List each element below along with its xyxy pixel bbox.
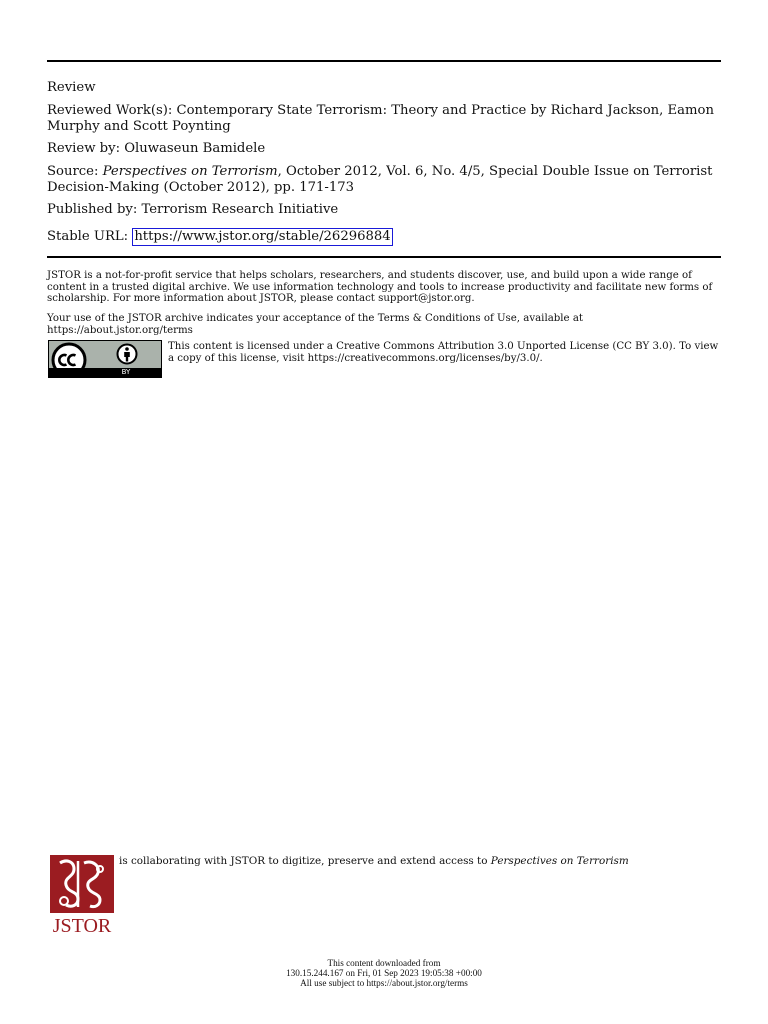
source-details: , October 2012, Vol. 6, No. 4/5, Special Double Issue on Terrorist Decision-Making (October 2012), pp. 171-173 xyxy=(47,164,713,195)
jstor-wordmark: JSTOR xyxy=(52,915,112,937)
review-type: Review xyxy=(47,80,96,95)
source xyxy=(47,164,721,196)
middle-rule xyxy=(47,256,721,258)
stable-url-label: Stable URL: xyxy=(47,229,129,244)
terms-notice: Your use of the JSTOR archive indicates your acceptance of the Terms & Conditions of Use, available at https://about.jstor.org/terms xyxy=(47,313,583,336)
by-label: BY xyxy=(121,368,131,376)
top-rule xyxy=(47,60,721,62)
collaboration-statement xyxy=(119,856,639,868)
reviewed-work-label: Reviewed Work(s): xyxy=(47,103,173,118)
attribution-icon xyxy=(116,343,138,365)
reviewed-work-title: Contemporary State Terrorism: Theory and Practice by Richard Jackson, Eamon Murphy and Scott Poynting xyxy=(47,103,714,134)
source-journal: Perspectives on Terrorism xyxy=(102,164,278,179)
reviewed-work xyxy=(47,103,721,135)
stable-url xyxy=(47,228,721,246)
jstor-logo xyxy=(50,855,114,937)
badge-strip xyxy=(49,368,161,377)
jstor-about-notice: JSTOR is a not-for-profit service that helps scholars, researchers, and students discover, use, and build upon a wide range of content in a trusted digital archive. We use information technology and tools to increase productivity and facilitate new forms of scholarship. For more information about JSTOR, please contact support@jstor.org. xyxy=(47,270,713,305)
stable-url-link[interactable]: https://www.jstor.org/stable/26296884 xyxy=(134,229,391,244)
source-label: Source: xyxy=(47,164,99,179)
review-by xyxy=(47,141,721,157)
reviewer-name: Oluwaseun Bamidele xyxy=(124,141,266,156)
license-notice: This content is licensed under a Creative Commons Attribution 3.0 Unported License (CC BY 3.0). To view a copy of this license, visit https://creativecommons.org/licenses/by/3.0/. xyxy=(168,341,719,364)
footer-line-3: All use subject to https://about.jstor.org/terms xyxy=(300,978,468,988)
jstor-emblem-icon xyxy=(50,855,114,913)
publisher-name: Terrorism Research Initiative xyxy=(141,202,339,217)
collaboration-text: is collaborating with JSTOR to digitize, preserve and extend access to xyxy=(119,855,491,867)
published-by-label: Published by: xyxy=(47,202,138,217)
footer-line-1: This content downloaded from xyxy=(327,958,441,968)
footer-line-2: 130.15.244.167 on Fri, 01 Sep 2023 19:05:38 +00:00 xyxy=(286,968,482,978)
download-footer xyxy=(0,958,768,988)
cc-by-badge[interactable] xyxy=(48,340,162,378)
published-by xyxy=(47,202,721,218)
collaboration-journal: Perspectives on Terrorism xyxy=(490,855,629,867)
review-by-label: Review by: xyxy=(47,141,121,156)
